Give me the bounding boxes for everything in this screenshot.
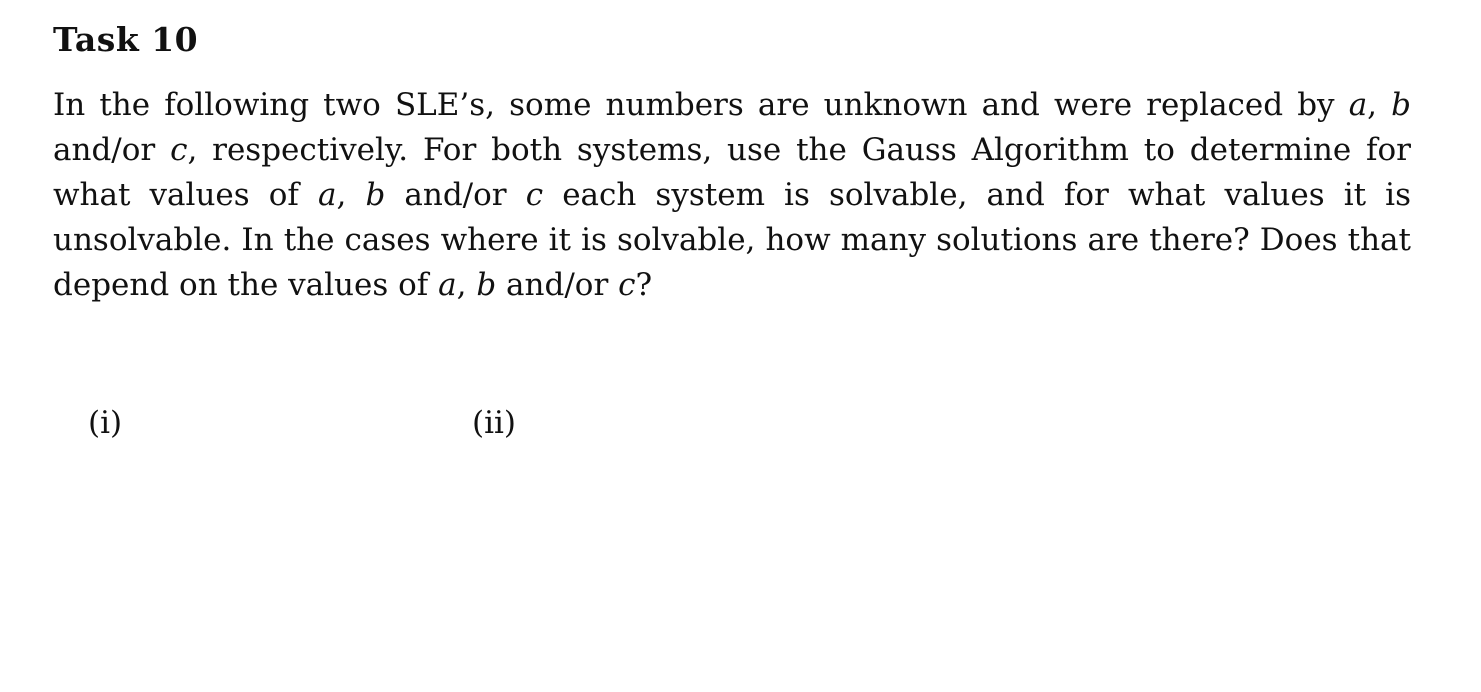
variable-b: b [1391, 87, 1411, 123]
system-label: (ii) [472, 405, 517, 441]
variable-a: a [1348, 87, 1368, 123]
intro-text: , [456, 267, 477, 303]
variable-c: c [618, 267, 636, 303]
intro-text: ? [635, 267, 653, 303]
intro-text: and/or [385, 177, 526, 213]
task-description [53, 83, 1411, 308]
variable-a: a [318, 177, 337, 213]
intro-text: , [336, 177, 366, 213]
intro-text: and/or [496, 267, 619, 303]
variable-c: c [525, 177, 544, 213]
variable-c: c [170, 132, 188, 168]
intro-text: In the following two SLE’s, some numbers are unknown and were replaced by [53, 87, 1349, 123]
intro-text: , respectively. For both systems, use the Gauss Algorithm to determine for what values of [53, 132, 1411, 213]
variable-b: b [365, 177, 386, 213]
system-label: (i) [88, 405, 123, 441]
intro-text: and/or [53, 132, 171, 168]
variable-b: b [476, 267, 497, 303]
intro-text: each system is solvable, and for what values it is unsolvable. In the cases where it is solvable, how many solutions are there? Does that depend on the values of [53, 177, 1411, 303]
task-title: Task 10 [53, 20, 199, 59]
variable-a: a [438, 267, 457, 303]
intro-text: , [1367, 87, 1392, 123]
